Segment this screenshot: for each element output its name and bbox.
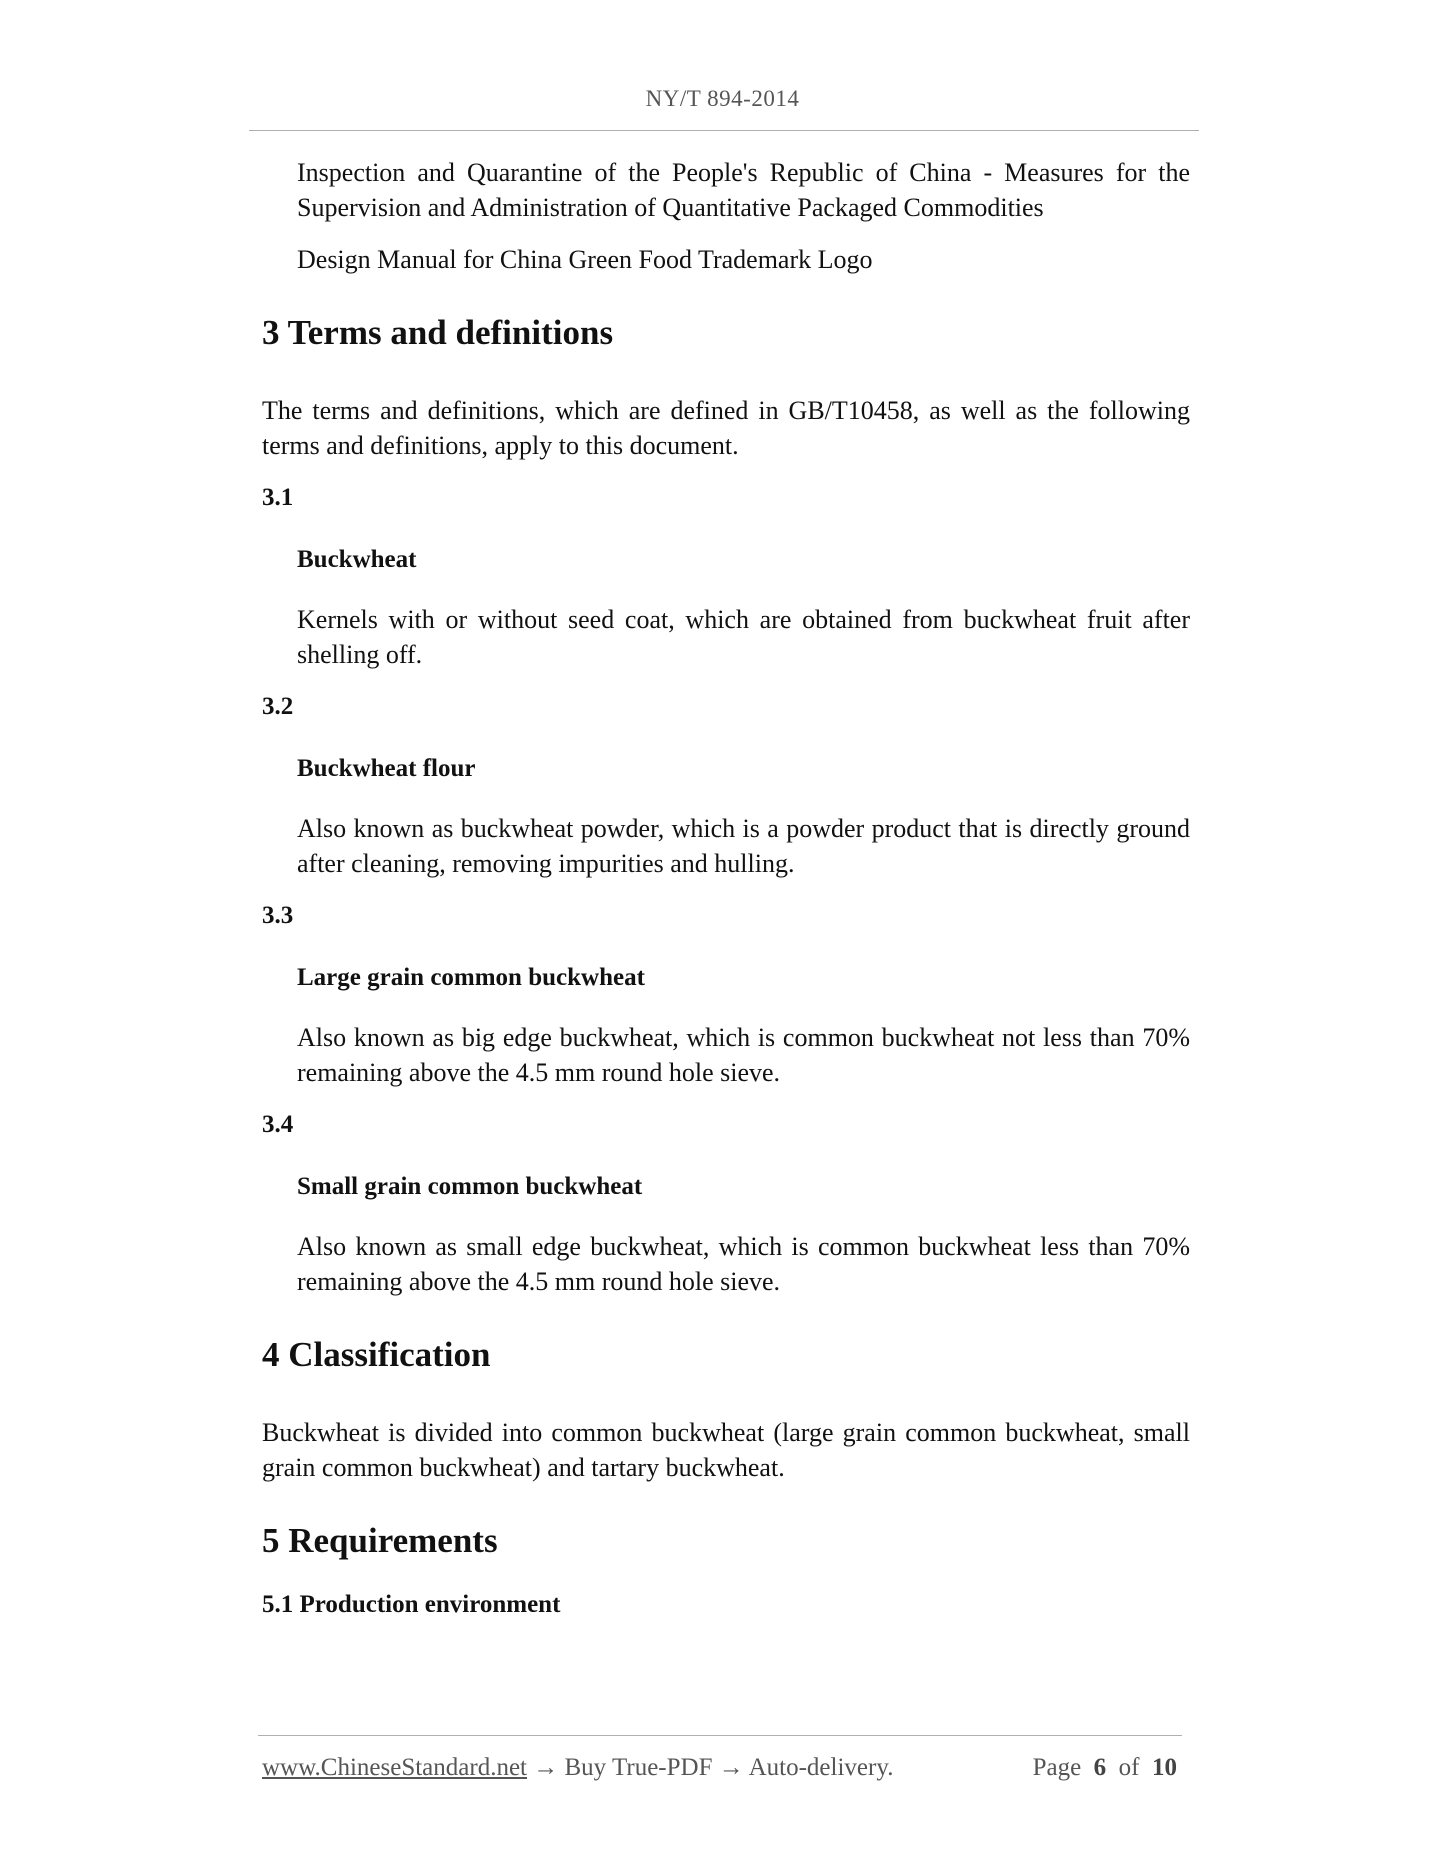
term-definition: Also known as buckwheat powder, which is a powder product that is directly ground after cleaning, removing impurities and hulling.	[297, 814, 1190, 878]
term-definition: Also known as small edge buckwheat, which is common buckwheat less than 70% remaining above the 4.5 mm round hole sieve.	[297, 1232, 1190, 1296]
term-definition: Kernels with or without seed coat, which are obtained from buckwheat fruit after shelling off.	[297, 605, 1190, 669]
section-intro: The terms and definitions, which are defined in GB/T10458, as well as the following terms and definitions, apply to this document.	[262, 396, 1190, 460]
page-label: Page	[1032, 1754, 1082, 1781]
website-link[interactable]: www.ChineseStandard.net	[262, 1754, 527, 1781]
page-current: 6	[1093, 1754, 1107, 1781]
footer-promo	[262, 1754, 893, 1782]
term-name: Buckwheat	[297, 546, 417, 573]
section-heading: 4 Classification	[262, 1335, 491, 1374]
arrow-right-icon: →	[533, 1754, 559, 1781]
term-entry	[262, 689, 1190, 881]
page-indicator	[1033, 1754, 1177, 1782]
term-number: 3.1	[262, 484, 294, 511]
auto-delivery-text: Auto-delivery.	[748, 1754, 894, 1781]
subsection-heading: 5.1 Production environment	[262, 1591, 561, 1618]
buy-pdf-text: Buy True-PDF	[564, 1754, 713, 1781]
term-entry	[262, 1107, 1190, 1299]
term-definition: Also known as big edge buckwheat, which is common buckwheat not less than 70% remaining above the 4.5 mm round hole sieve.	[297, 1023, 1190, 1087]
term-name: Large grain common buckwheat	[297, 964, 645, 991]
document-code: NY/T 894-2014	[645, 86, 800, 111]
footer-divider	[258, 1735, 1182, 1736]
page-content	[262, 155, 1190, 1622]
arrow-right-icon: →	[718, 1754, 744, 1781]
header-divider	[249, 130, 1199, 131]
section-text: Buckwheat is divided into common buckwheat (large grain common buckwheat, small grain common buckwheat) and tartary buckwheat.	[262, 1418, 1190, 1482]
term-entry	[262, 480, 1190, 672]
term-number: 3.2	[262, 693, 294, 720]
section-heading: 3 Terms and definitions	[262, 313, 614, 352]
term-name: Small grain common buckwheat	[297, 1173, 643, 1200]
reference-paragraph: Design Manual for China Green Food Trademark Logo	[297, 245, 873, 274]
term-entry	[262, 898, 1190, 1090]
reference-paragraph: Inspection and Quarantine of the People's Republic of China - Measures for the Supervision and Administration of Quantitative Packaged Commodities	[297, 158, 1190, 222]
term-name: Buckwheat flour	[297, 755, 476, 782]
of-label: of	[1118, 1754, 1140, 1781]
section-heading: 5 Requirements	[262, 1521, 498, 1560]
page-total: 10	[1152, 1754, 1177, 1781]
term-number: 3.3	[262, 902, 294, 929]
term-number: 3.4	[262, 1111, 294, 1138]
